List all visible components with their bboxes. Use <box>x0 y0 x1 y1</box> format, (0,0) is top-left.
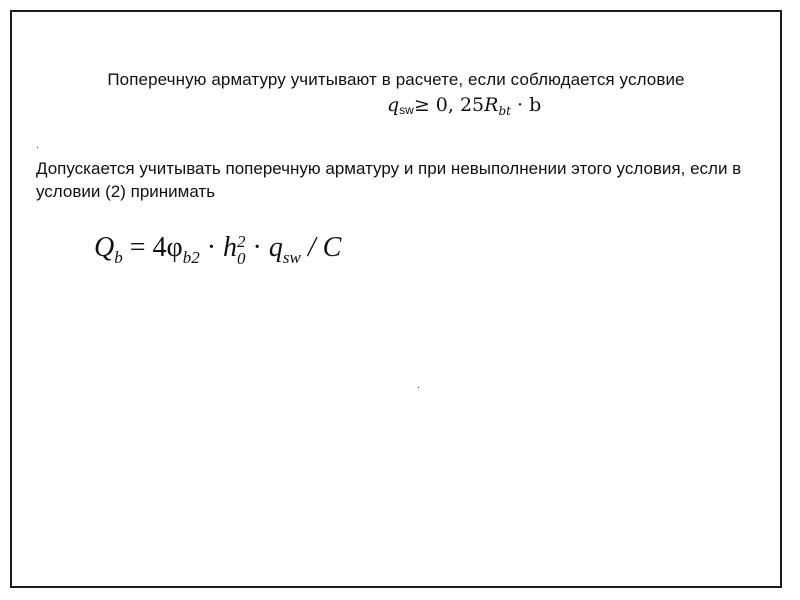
heading-text: Поперечную арматуру учитывают в расчете, если соблюдается условие <box>107 70 685 89</box>
formula-b-subscript: b <box>114 248 123 267</box>
condition-q: q <box>387 94 400 116</box>
formula-sw-subscript: sw <box>282 248 301 267</box>
stray-dot-bottom: . <box>417 380 420 391</box>
formula-h-scripts <box>237 233 246 267</box>
formula-q: q <box>268 232 283 263</box>
condition-R: R <box>484 94 499 116</box>
formula-dot2: · <box>245 232 269 263</box>
formula-tail: / C <box>300 232 342 263</box>
formula-h: h <box>223 232 238 263</box>
condition-formula <box>387 94 541 118</box>
main-formula <box>94 232 341 268</box>
formula-eq: = 4φ <box>122 232 183 263</box>
condition-tail: · b <box>517 94 542 116</box>
condition-rest: ≥ 0, 25 <box>413 94 485 116</box>
condition-sw-subscript: sw <box>399 103 414 117</box>
formula-Q: Q <box>94 232 115 263</box>
formula-h-subscript: 0 <box>237 249 246 268</box>
formula-dot1: · <box>199 232 224 263</box>
formula-b2-subscript: b2 <box>182 248 200 267</box>
stray-dot-top: . <box>36 140 39 151</box>
condition-bt-subscript: bt <box>498 104 511 118</box>
formula-h-superscript: 2 <box>237 232 246 251</box>
slide <box>10 10 782 588</box>
paragraph-text: Допускается учитывать поперечную арматуру и при невыполнении этого условия, если в условии (2) принимать <box>36 159 742 201</box>
